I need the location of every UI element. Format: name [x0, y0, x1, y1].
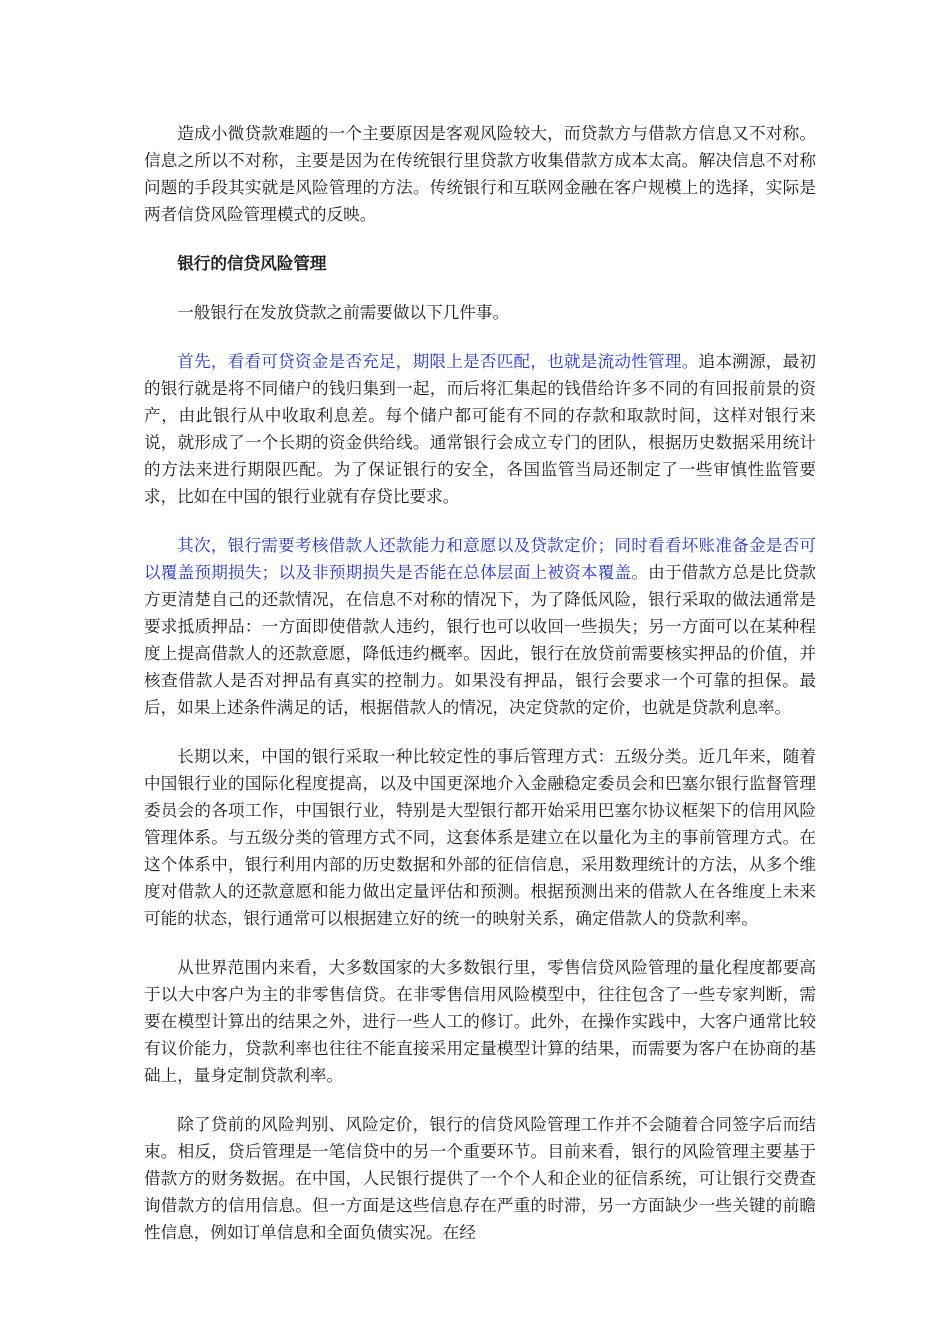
- paragraph-liquidity: [144, 348, 816, 510]
- paragraph-intro: 造成小微贷款难题的一个主要原因是客观风险较大，而贷款方与借款方信息又不对称。信息之所以不对称，主要是因为在传统银行里贷款方收集借款方成本太高。解决信息不对称问题的手段其实就是风险管理的方法。传统银行和互联网金融在客户规模上的选择，实际是两者信贷风险管理模式的反映。: [144, 124, 816, 224]
- paragraph-classification: 长期以来，中国的银行采取一种比较定性的事后管理方式：五级分类。近几年来，随着中国银行业的国际化程度提高，以及中国更深地介入金融稳定委员会和巴塞尔银行监督管理委员会的各项工作，中国银行业，特别是大型银行都开始采用巴塞尔协议框架下的信用风险管理体系。与五级分类的管理方式不同，这套体系是建立在以量化为主的事前管理方式。在这个体系中，银行利用内部的历史数据和外部的征信信息，采用数理统计的方法，从多个维度对借款人的还款意愿和能力做出定量评估和预测。根据预测出来的借款人在各维度上未来可能的状态，银行通常可以根据建立好的统一的映射关系，确定借款人的贷款利率。: [144, 747, 816, 928]
- paragraph-credit-assessment-body: 由于借款方总是比贷款方更清楚自己的还款情况，在信息不对称的情况下，为了降低风险，银行采取的做法通常是要求抵质押品：一方面即使借款人违约，银行也可以收回一些损失；另一方面可以在某种程度上提高借款人的还款意愿，降低违约概率。因此，银行在放贷前需要核实押品的价值，并核查借款人是否对押品有真实的控制力。如果没有押品，银行会要求一个可靠的担保。最后，如果上述条件满足的话，根据借款人的情况，决定贷款的定价，也就是贷款利息率。: [144, 563, 817, 717]
- paragraph-post-loan: 除了贷前的风险判别、风险定价，银行的信贷风险管理工作并不会随着合同签字后而结束。相反，贷后管理是一笔信贷中的另一个重要环节。目前来看，银行的风险管理主要基于借款方的财务数据。在中国，人民银行提供了一个个人和企业的征信系统，可让银行交费查询借款方的信用信息。但一方面是这些信息存在严重的时滞，另一方面缺少一些关键的前瞻性信息，例如订单信息和全面负债实况。在经: [144, 1115, 816, 1242]
- paragraph-liquidity-body: 追本溯源，最初的银行就是将不同储户的钱归集到一起，而后将汇集起的钱借给许多不同的有回报前景的资产，由此银行从中收取利息差。每个储户都可能有不同的存款和取款时间，这样对银行来说，就形成了一个长期的资金供给线。通常银行会成立专门的团队，根据历史数据采用统计的方法来进行期限匹配。为了保证银行的安全，各国监管当局还制定了一些审慎性监管要求，比如在中国的银行业就有存贷比要求。: [144, 352, 817, 506]
- highlight-liquidity: 首先，看看可贷资金是否充足，期限上是否匹配，也就是流动性管理。: [177, 352, 699, 371]
- section-heading: 银行的信贷风险管理: [177, 254, 327, 273]
- highlight-credit-assessment: 其次，银行需要考核借款人还款能力和意愿以及贷款定价；同时看看坏账准备金是否可以覆盖预期损失；以及非预期损失是否能在总体层面上被资本覆盖。: [144, 536, 816, 582]
- document-page: [144, 120, 816, 1246]
- paragraph-credit-assessment: [144, 532, 816, 721]
- paragraph-overview: 一般银行在发放贷款之前需要做以下几件事。: [177, 303, 510, 322]
- paragraph-retail-credit: 从世界范围内来看，大多数国家的大多数银行里，零售信贷风险管理的量化程度都要高于以大中客户为主的非零售信贷。在非零售信用风险模型中，往往包含了一些专家判断，需要在模型计算出的结果之外，进行一些人工的修订。此外，在操作实践中，大客户通常比较有议价能力，贷款利率也往往不能直接采用定量模型计算的结果，而需要为客户在协商的基础上，量身定制贷款利率。: [144, 958, 816, 1085]
